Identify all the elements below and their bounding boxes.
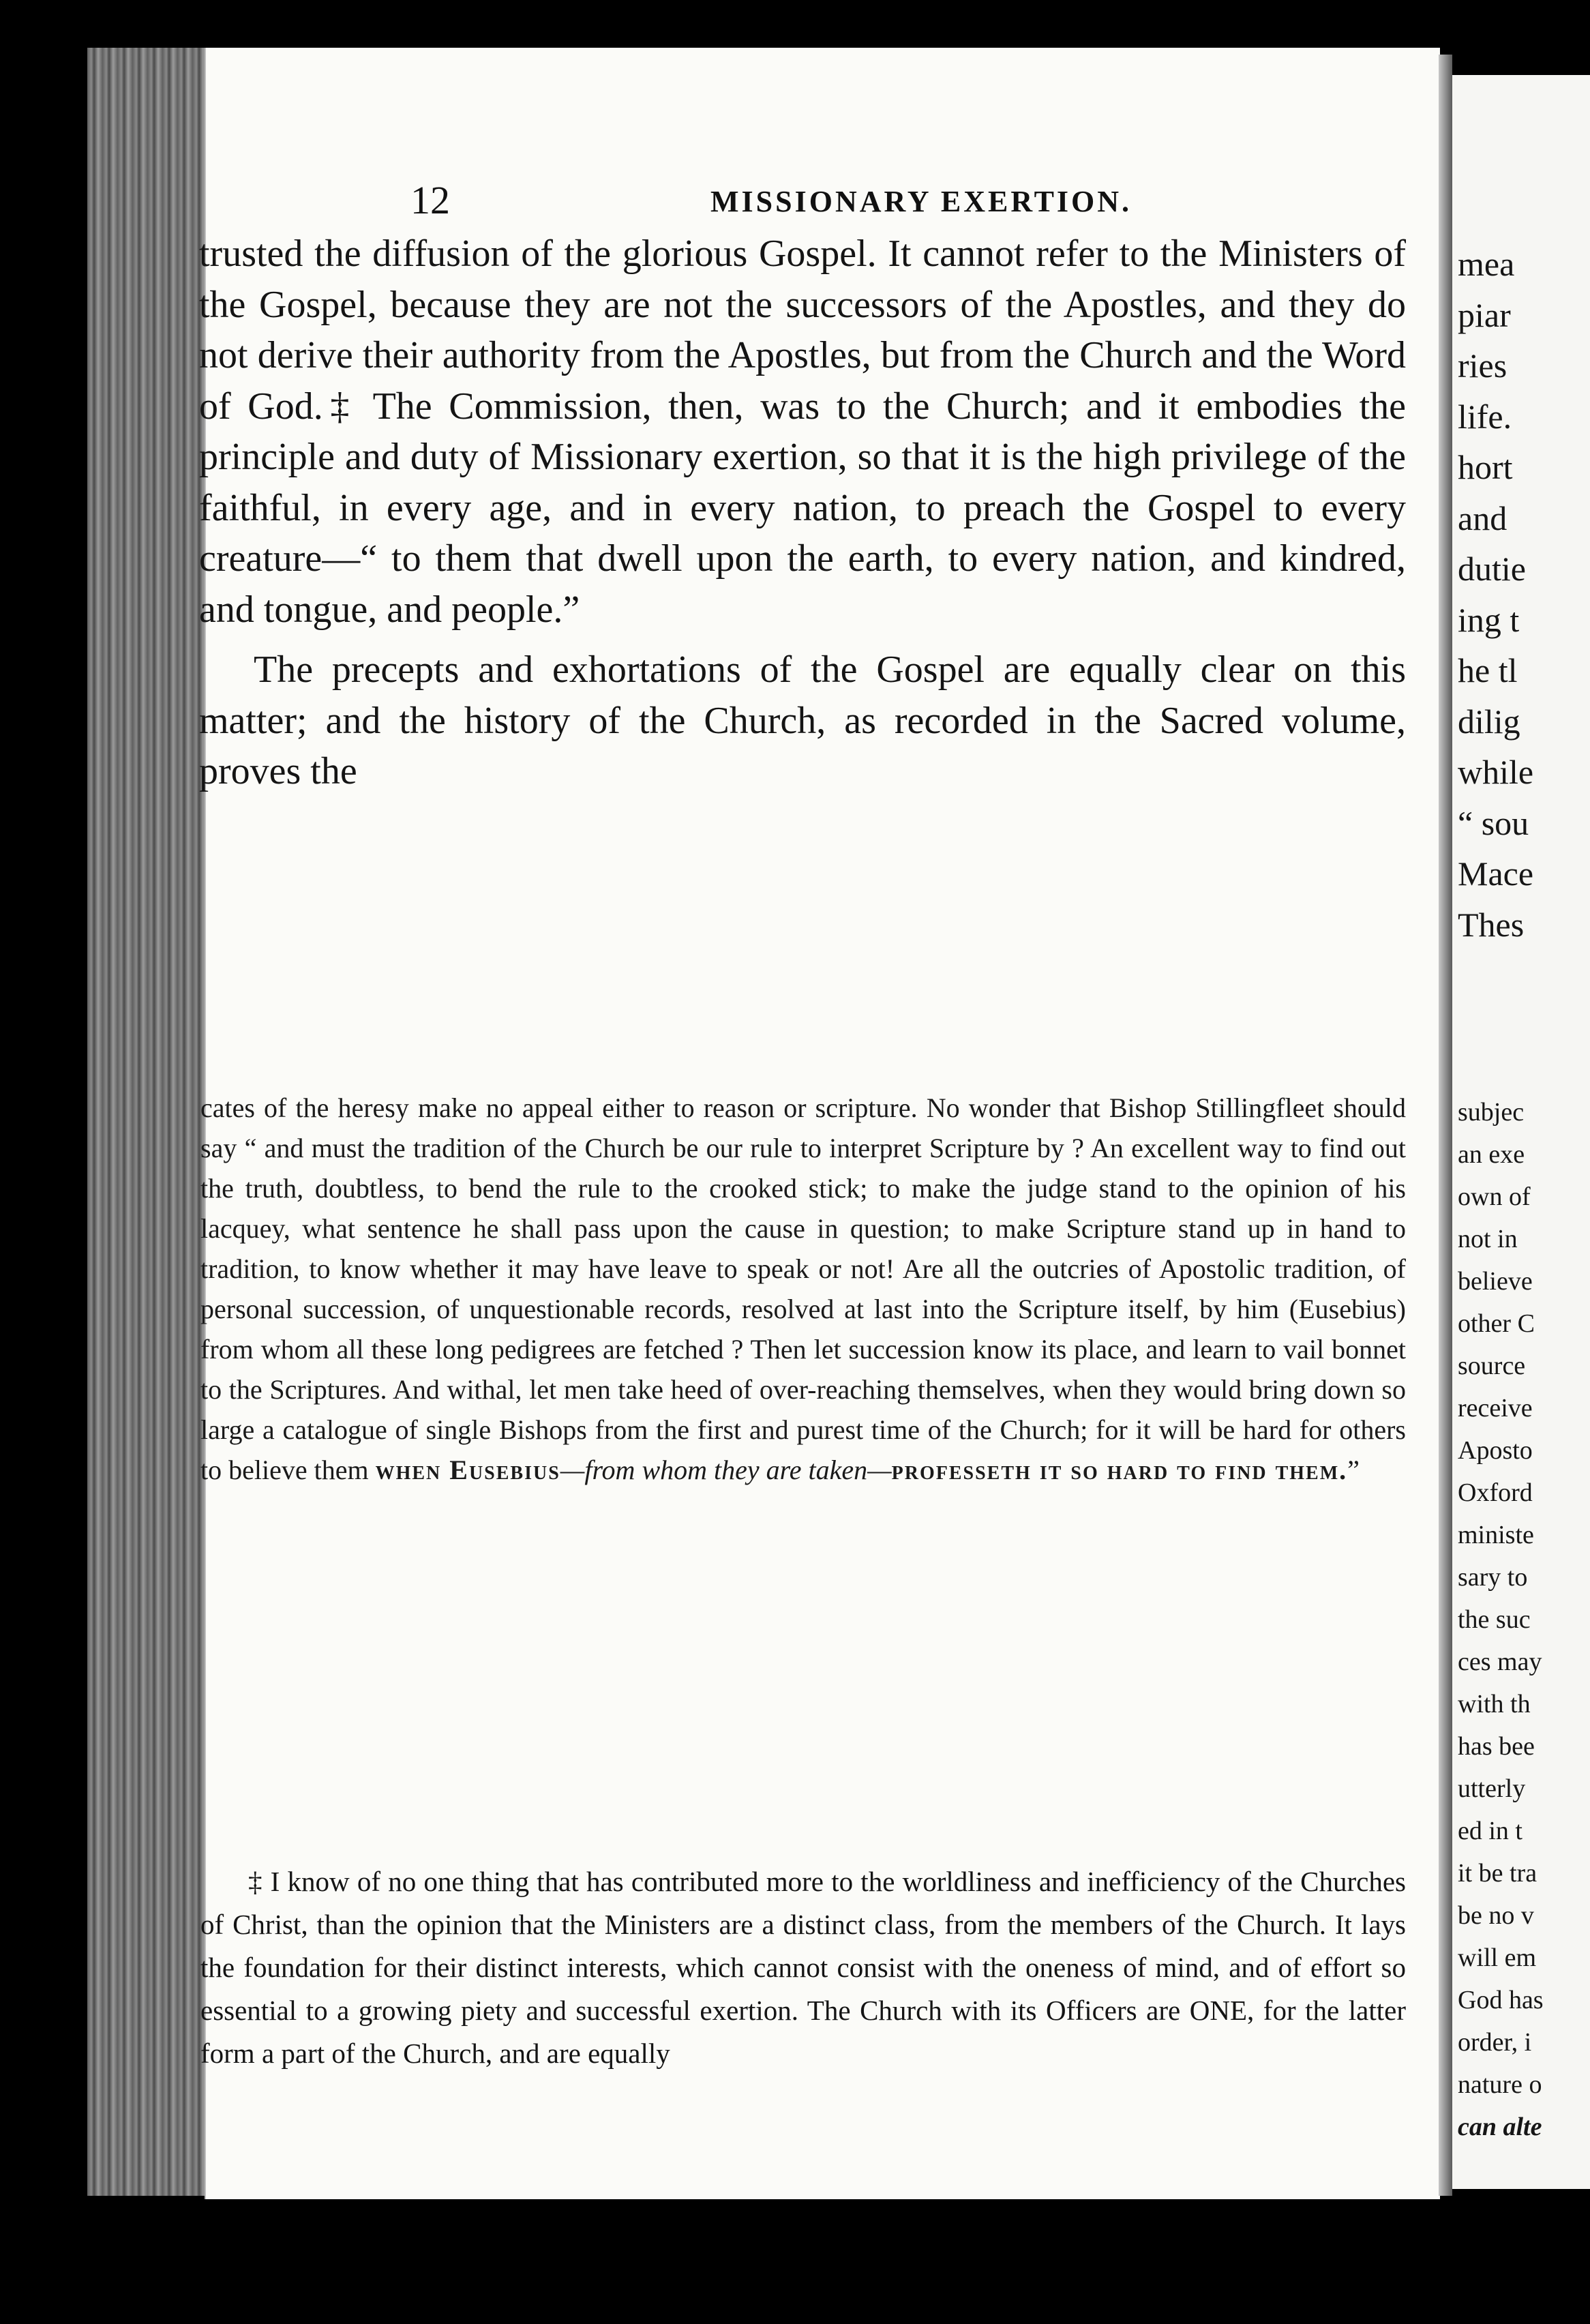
facing-line: while [1458,753,1534,791]
running-title: MISSIONARY EXERTION. [710,185,1132,218]
paragraph-2: The precepts and exhortations of the Gospel are equally clear on this matter; and the history of the Church, as recorded in the Sacred volume, proves the [199,649,1406,792]
facing-footnote-line: ministe [1458,1521,1534,1549]
footnote-double-dagger [200,1860,1406,2075]
facing-line: ries [1458,346,1508,385]
facing-footnote-line: God has [1458,1986,1544,2014]
facing-footnote-line: subjec [1458,1098,1525,1127]
facing-footnote-line: ces may [1458,1648,1542,1676]
facing-line: hort [1458,448,1513,486]
facing-line: Thes [1458,905,1525,944]
facing-footnote-line: it be tra [1458,1859,1537,1888]
facing-line: life. [1458,397,1512,436]
footnote-italic: —from whom they are taken— [560,1455,892,1485]
book-page-edges [87,48,207,2196]
facing-line: “ sou [1458,803,1529,842]
facing-line: Mace [1458,854,1534,893]
facing-footnote-line: will em [1458,1943,1537,1972]
facing-line: ing t [1458,600,1520,639]
facing-page-body [1458,239,1590,950]
facing-footnote-line: own of [1458,1182,1531,1211]
facing-page [1452,75,1590,2189]
footnote-continued-text [200,1088,1406,1490]
footnote-caps-1: when Eusebius [375,1455,560,1485]
running-head [206,177,1440,222]
facing-line: dilig [1458,702,1520,741]
facing-footnote-line: can alte [1458,2113,1542,2141]
facing-footnote-line: ed in t [1458,1817,1522,1845]
facing-footnote-line: order, i [1458,2028,1532,2057]
facing-line: piar [1458,295,1511,334]
facing-footnote-line: receive [1458,1394,1533,1422]
footnote-close-quote: ” [1347,1455,1360,1485]
facing-footnote-line: other C [1458,1309,1535,1338]
paragraph-1: trusted the diffusion of the glorious Gospel. It cannot refer to the Ministers of the Gospel, because they are not the successors of the Apostles, and they do not derive their authority from the Apostles, but from the Church and the Word of God.‡ The Commission, then, was to the Church; and it embodies the principle and duty of Missionary exertion, so that it is the high privilege of the faithful, in every age, and in every nation, to preach the Gospel to every creature—“ to them that dwell upon the earth, to every nation, and kindred, and tongue, and people.” [199,233,1406,631]
footnote-continued [200,1088,1406,1490]
facing-line: mea [1458,245,1515,283]
facing-footnote-line: Oxford [1458,1478,1533,1507]
facing-line: dutie [1458,550,1526,588]
footnote-continued-body: cates of the heresy make no appeal either to reason or scripture. No wonder that Bishop Stillingfleet should say “ and must the tradition of the Church be our rule to interpret Scripture by ? An excellent way to find out the truth, doubtless, to bend the rule to the crooked stick; to make the judge stand to the opinion of his lacquey, what sentence he shall pass upon the cause in question; to make Scripture stand up in hand to tradition, to know whether it may have leave to speak or not! Are all the outcries of Apostolic tradition, of personal succession, of unquestionable records, resolved at last into the Scripture itself, by him (Eusebius) from whom all these long pedigrees are fetched ? Then let succession know its place, and learn to vail bonnet to the Scriptures. And withal, let men take heed of over-reaching themselves, when they would bring down so large a catalogue of single Bishops from the first and purest time of the Church; for it will be hard for others to believe them [200,1092,1406,1485]
facing-footnote-line: not in [1458,1225,1518,1253]
facing-footnote-line: sary to [1458,1563,1528,1592]
facing-footnote-line: believe [1458,1267,1533,1296]
facing-footnote-line: Aposto [1458,1436,1533,1465]
page-number: 12 [410,178,450,222]
facing-footnote-line: the suc [1458,1605,1531,1634]
facing-line: and [1458,498,1508,537]
facing-footnote-line: be no v [1458,1901,1534,1930]
facing-page-footnotes [1458,1091,1590,2148]
facing-footnote-line: utterly [1458,1774,1526,1803]
facing-footnote-line: source [1458,1352,1526,1380]
footnote-double-dagger-text: ‡ I know of no one thing that has contributed more to the worldliness and inefficiency of the Churches of Christ, than the opinion that the Ministers are a distinct class, from the members of the Church. It lays the foundation for their distinct interests, which cannot consist with the oneness of mind, and of effort so essential to a growing piety and successful exertion. The Church with its Officers are ONE, for the latter form a part of the Church, and are equally [200,1866,1406,2069]
facing-line: he tl [1458,651,1518,689]
facing-footnote-line: nature o [1458,2070,1542,2099]
facing-footnote-line: with th [1458,1690,1531,1718]
facing-footnote-line: an exe [1458,1140,1525,1169]
facing-footnote-line: has bee [1458,1732,1535,1761]
footnote-caps-2: professeth it so hard to find them. [891,1455,1348,1485]
page-gutter [1439,55,1452,2196]
main-text [199,228,1406,797]
